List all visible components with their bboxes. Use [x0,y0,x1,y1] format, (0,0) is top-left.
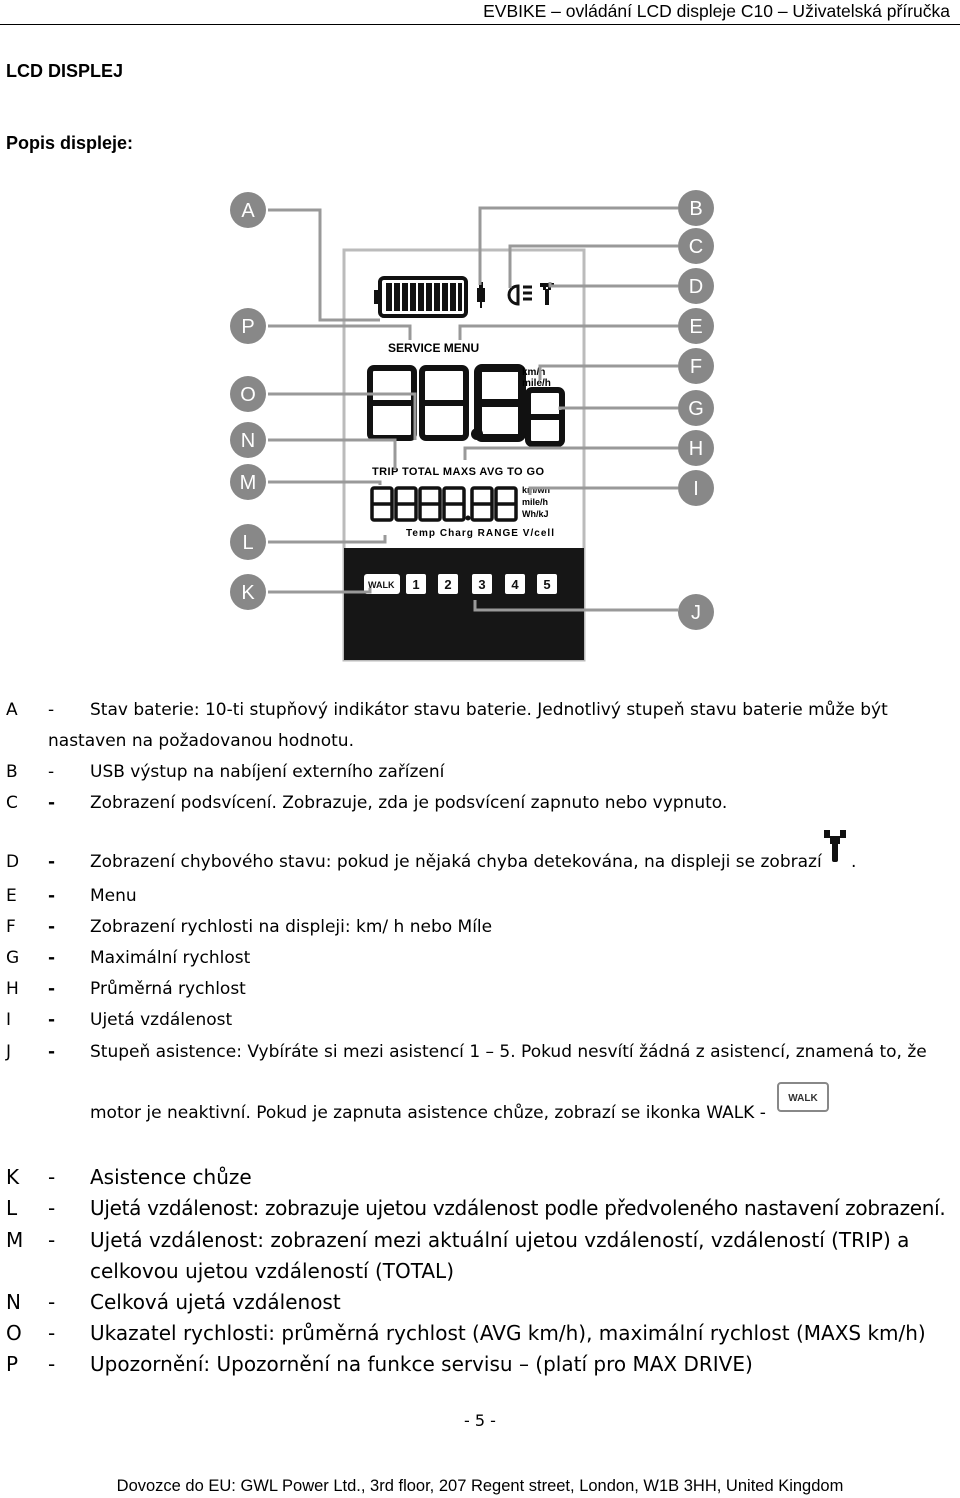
callout-M: M [239,472,257,494]
error-wrench-icon [822,828,848,864]
assist-level-5: 5 [543,577,551,592]
assist-level-2: 2 [444,577,452,592]
callout-L: L [242,532,254,554]
callout-E: E [689,316,703,338]
assist-panel [344,548,584,660]
odo-unit-3: Wh/kJ [522,509,549,519]
odo-unit-1: km/wh [522,485,551,495]
mode-labels: TRIP TOTAL MAXS AVG TO GO [372,466,544,478]
callout-K: K [241,582,255,604]
callout-H: H [688,438,704,460]
callout-A: A [241,200,255,222]
callout-C: C [688,236,704,258]
callout-I: I [693,478,699,500]
callout-G: G [688,398,704,420]
lcd-diagram [210,170,730,670]
walk-icon [777,1082,829,1112]
callout-P: P [241,316,255,338]
footer-address: Dovozce do EU: GWL Power Ltd., 3rd floor, 207 Regent street, London, W1B 3HH, United Kingdom [116,1477,844,1495]
service-menu-label: SERVICE MENU [388,341,480,355]
walk-label: WALK [368,580,395,590]
odometer-digits [372,488,516,520]
assist-level-4: 4 [511,577,519,592]
header-title: EVBIKE – ovládání LCD displeje C10 – Uživatelská příručka [483,1,950,21]
subsection-heading: Popis displeje: [6,133,134,153]
page-header [0,0,960,26]
assist-level-1: 1 [412,577,420,592]
speed-unit-kmh: km/h [522,367,546,378]
callout-D: D [688,276,704,298]
assist-level-3: 3 [478,577,486,592]
section-heading: LCD DISPLEJ [6,61,124,81]
callout-J: J [691,602,701,624]
speed-unit-mileh: mile/h [522,378,551,389]
callout-B: B [689,198,703,220]
bottom-labels: Temp Charg RANGE V/cell [406,528,554,539]
odo-unit-2: mile/h [522,497,549,507]
header-rule [0,24,960,25]
page-number: - 5 - [464,1411,496,1430]
battery-icon [374,278,466,316]
callout-O: O [240,384,256,406]
callout-F: F [689,356,703,378]
callout-N: N [240,430,256,452]
svg-text:WALK: WALK [788,1093,818,1104]
